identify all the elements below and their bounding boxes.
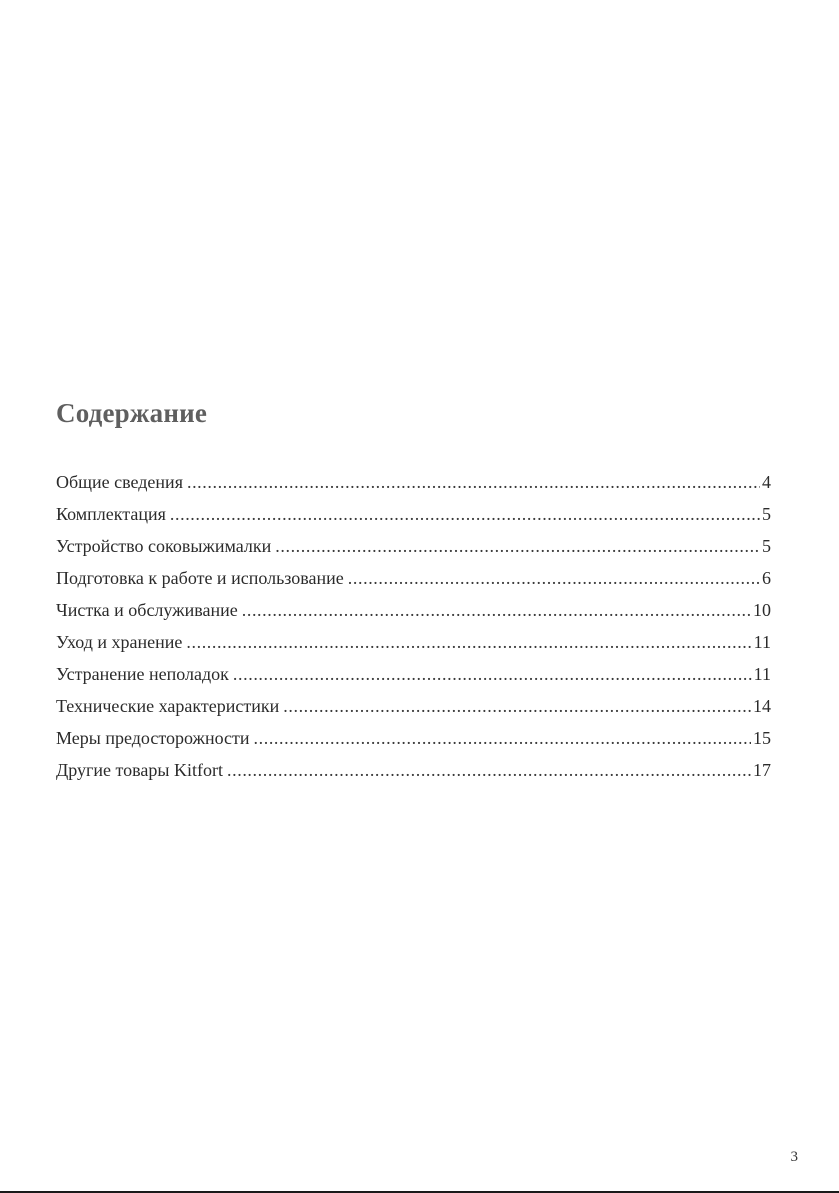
toc-item-other-products[interactable] xyxy=(56,754,771,786)
toc-item-label: Уход и хранение xyxy=(56,632,183,652)
toc-item-label: Устройство соковыжималки xyxy=(56,536,272,556)
toc-dot-leader xyxy=(275,530,760,562)
toc-item-juicer-design[interactable] xyxy=(56,530,771,562)
toc-item-label: Меры предосторожности xyxy=(56,728,250,748)
toc-item-label: Общие сведения xyxy=(56,472,183,492)
toc-item-specifications[interactable] xyxy=(56,690,771,722)
toc-item-general-info[interactable] xyxy=(56,466,771,498)
toc-dot-leader xyxy=(242,594,751,626)
toc-item-page: 11 xyxy=(753,632,771,652)
toc-item-label: Комплектация xyxy=(56,504,166,524)
toc-item-label: Чистка и обслуживание xyxy=(56,600,238,620)
toc-dot-leader xyxy=(187,466,760,498)
toc-dot-leader xyxy=(186,626,751,658)
toc-item-page: 5 xyxy=(762,504,771,524)
toc-dot-leader xyxy=(283,690,751,722)
toc-item-label: Технические характеристики xyxy=(56,696,280,716)
toc-item-care-and-storage[interactable] xyxy=(56,626,771,658)
toc-list xyxy=(56,466,771,786)
toc-item-page: 15 xyxy=(753,728,771,748)
toc-item-page: 14 xyxy=(753,696,771,716)
toc-dot-leader xyxy=(233,658,752,690)
toc-item-label: Подготовка к работе и использование xyxy=(56,568,344,588)
toc-item-package-contents[interactable] xyxy=(56,498,771,530)
page-number: 3 xyxy=(790,1149,798,1165)
toc-item-page: 10 xyxy=(753,600,771,620)
toc-title: Содержание xyxy=(56,398,208,428)
toc-item-label: Другие товары Kitfort xyxy=(56,760,224,780)
toc-item-page: 5 xyxy=(762,536,771,556)
toc-dot-leader xyxy=(348,562,760,594)
toc-item-safety-precautions[interactable] xyxy=(56,722,771,754)
toc-item-troubleshooting[interactable] xyxy=(56,658,771,690)
toc-item-page: 11 xyxy=(753,664,771,684)
toc-item-page: 17 xyxy=(753,760,771,780)
toc-item-page: 4 xyxy=(762,472,771,492)
toc-item-cleaning-and-maintenance[interactable] xyxy=(56,594,771,626)
toc-item-label: Устранение неполадок xyxy=(56,664,229,684)
toc-dot-leader xyxy=(254,722,751,754)
toc-dot-leader xyxy=(170,498,760,530)
toc-dot-leader xyxy=(227,754,751,786)
toc-item-page: 6 xyxy=(762,568,771,588)
toc-item-preparation-and-use[interactable] xyxy=(56,562,771,594)
